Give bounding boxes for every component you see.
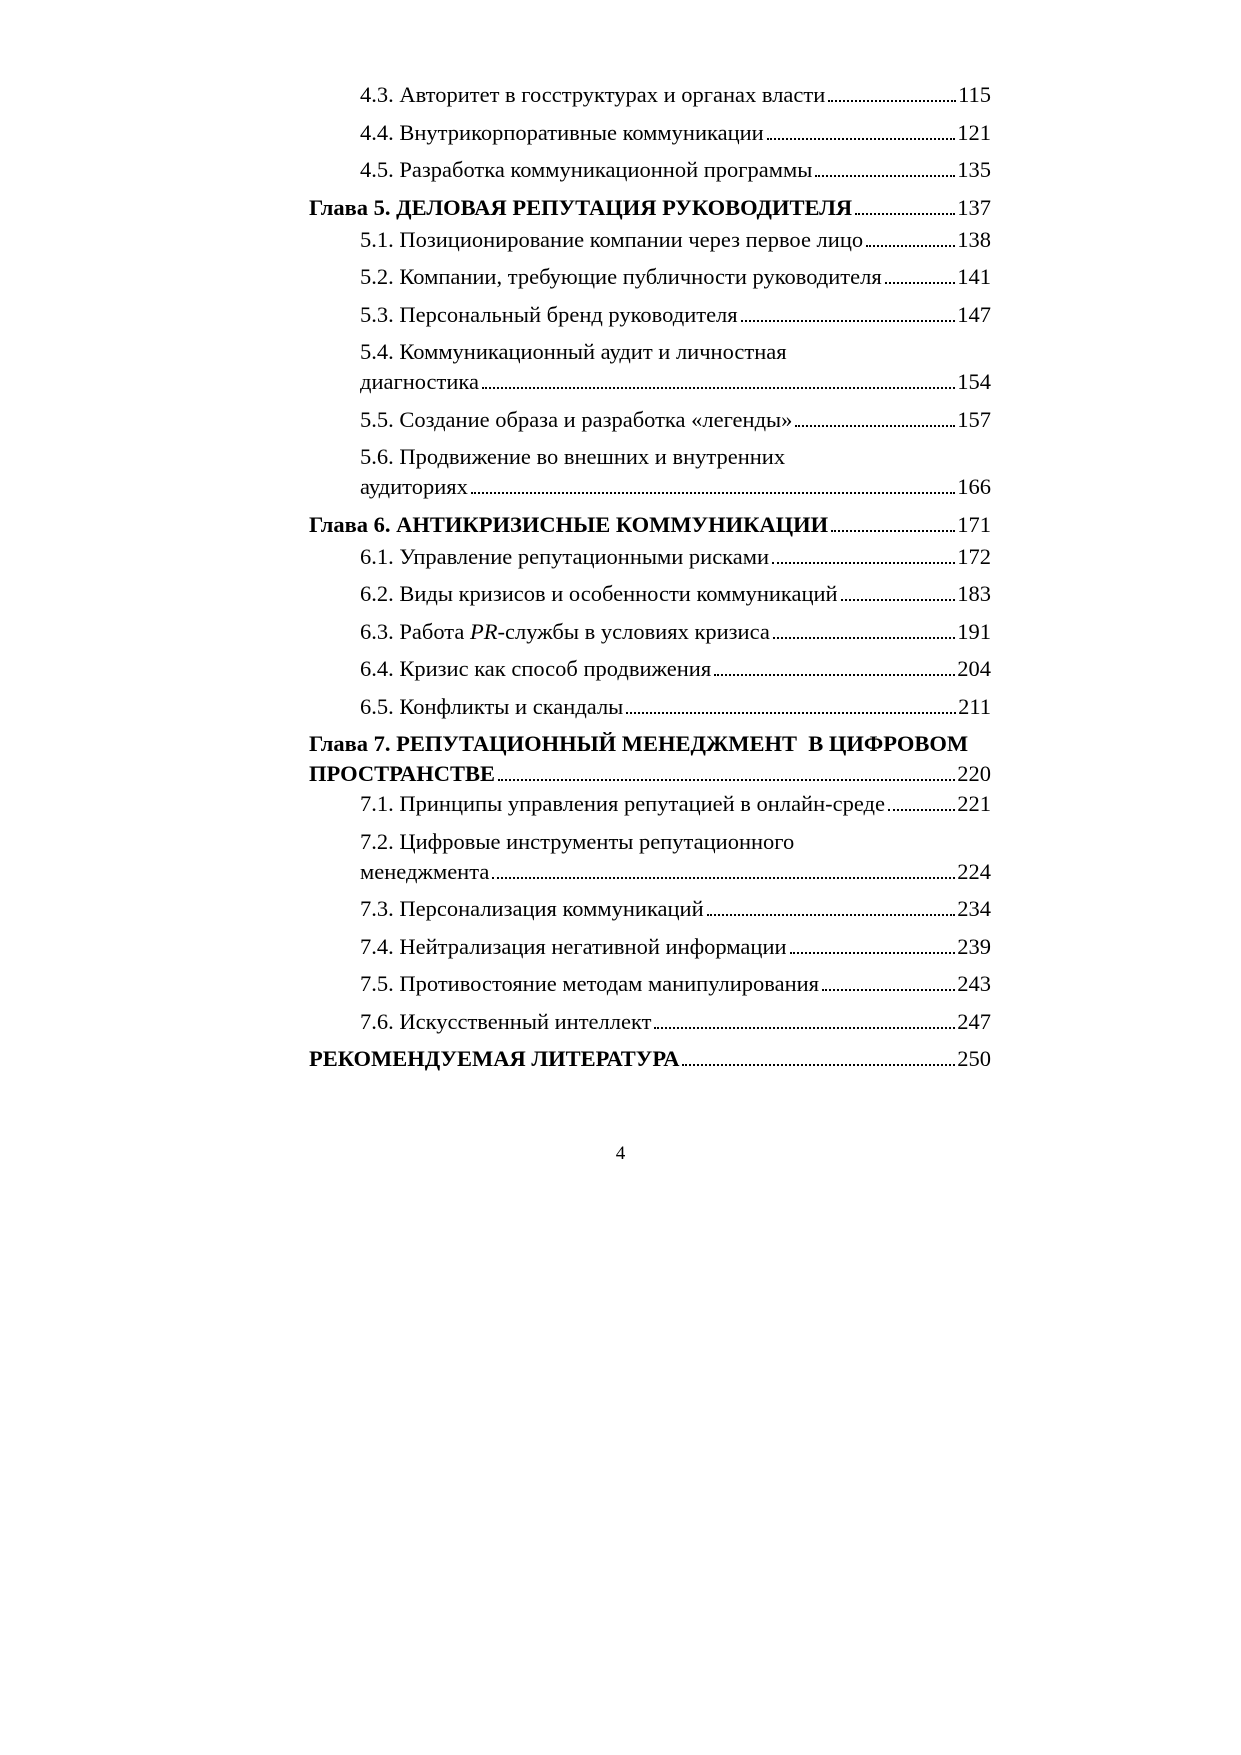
toc-entry-page: 243 bbox=[957, 971, 991, 996]
toc-chapter-7[interactable] bbox=[309, 729, 991, 789]
toc-entry-4-4[interactable] bbox=[309, 118, 991, 148]
toc-entry-title: 6.1. Управление репутационными рисками bbox=[360, 543, 770, 569]
toc-entry-title: 4.4. Внутрикорпоративные коммуникации bbox=[360, 119, 764, 145]
toc-entry-title: 5.1. Позиционирование компании через первое лицо bbox=[360, 226, 864, 252]
toc-entry-page: 239 bbox=[957, 933, 991, 959]
toc-entry-5-4[interactable] bbox=[309, 337, 991, 397]
toc-chapter-page: 220 bbox=[957, 761, 991, 786]
toc-entry-title-line1: 5.4. Коммуникационный аудит и личностная bbox=[360, 339, 787, 364]
toc-entry-7-1[interactable] bbox=[309, 789, 991, 819]
toc-chapter-5[interactable] bbox=[309, 193, 991, 223]
toc-entry-7-2[interactable] bbox=[309, 827, 991, 887]
toc-entry-6-4[interactable] bbox=[309, 654, 991, 684]
toc-entry-page: 147 bbox=[957, 301, 991, 327]
dot-leader bbox=[772, 562, 955, 564]
toc-entry-page: 224 bbox=[957, 858, 991, 884]
dot-leader bbox=[815, 175, 955, 177]
dot-leader bbox=[822, 989, 955, 991]
toc-entry-title: 5.2. Компании, требующие публичности руководителя bbox=[360, 264, 882, 289]
toc-entry-5-2[interactable] bbox=[309, 262, 991, 292]
toc-entry-title: 5.3. Персональный бренд руководителя bbox=[360, 301, 738, 327]
dot-leader bbox=[888, 809, 955, 811]
page-number: 4 bbox=[615, 1143, 626, 1164]
toc-entry-title: 7.6. Искусственный интеллект bbox=[360, 1008, 652, 1034]
toc-entry-6-3[interactable] bbox=[309, 617, 991, 647]
toc-entry-title: 7.4. Нейтрализация негативной информации bbox=[360, 933, 787, 959]
dot-leader bbox=[498, 779, 955, 781]
dot-leader bbox=[654, 1027, 955, 1029]
toc-entry-title: 7.3. Персонализация коммуникаций bbox=[360, 896, 704, 921]
toc-entry-5-3[interactable] bbox=[309, 300, 991, 330]
dot-leader bbox=[831, 530, 955, 532]
dot-leader bbox=[828, 100, 956, 102]
toc-entry-title: 6.2. Виды кризисов и особенности коммуникаций bbox=[360, 581, 838, 606]
toc-entry-page: 234 bbox=[957, 896, 991, 921]
toc-entry-title: 7.1. Принципы управления репутацией в онлайн-среде bbox=[360, 791, 885, 816]
dot-leader bbox=[741, 320, 956, 322]
toc-entry-page: 221 bbox=[957, 791, 991, 816]
toc-entry-4-5[interactable] bbox=[309, 155, 991, 185]
dot-leader bbox=[482, 387, 955, 389]
toc-chapter-title-line2: ПРОСТРАНСТВЕ bbox=[309, 761, 496, 786]
toc-entry-7-4[interactable] bbox=[309, 932, 991, 962]
toc-entry-page: 191 bbox=[957, 618, 991, 644]
dot-leader bbox=[707, 914, 956, 916]
toc-entry-page: 138 bbox=[957, 226, 991, 252]
toc-entry-4-3[interactable] bbox=[309, 80, 991, 110]
toc-entry-title: 4.3. Авторитет в госструктурах и органах власти bbox=[360, 82, 826, 107]
toc-chapter-page: 171 bbox=[957, 511, 991, 537]
toc-entry-7-6[interactable] bbox=[309, 1007, 991, 1037]
dot-leader bbox=[767, 138, 956, 140]
toc-chapter-title: Глава 6. АНТИКРИЗИСНЫЕ КОММУНИКАЦИИ bbox=[309, 511, 829, 537]
toc-entry-page: 121 bbox=[957, 119, 991, 145]
toc-chapter-title: Глава 5. ДЕЛОВАЯ РЕПУТАЦИЯ РУКОВОДИТЕЛЯ bbox=[309, 194, 853, 220]
toc-chapter-page: 137 bbox=[957, 194, 991, 220]
dot-leader bbox=[773, 637, 955, 639]
toc-entry-title-line2: аудиториях bbox=[360, 474, 468, 499]
toc-entry-title-line2: диагностика bbox=[360, 369, 479, 394]
toc-bibliography-page: 250 bbox=[957, 1046, 991, 1071]
toc-entry-page: 135 bbox=[957, 157, 991, 182]
toc-entry-page: 141 bbox=[957, 264, 991, 289]
toc-entry-title-suffix: -службы в условиях кризиса bbox=[497, 618, 770, 644]
toc-entry-5-6[interactable] bbox=[309, 442, 991, 502]
toc-entry-page: 247 bbox=[957, 1008, 991, 1034]
toc-entry-6-1[interactable] bbox=[309, 542, 991, 572]
toc-entry-title: 6.4. Кризис как способ продвижения bbox=[360, 656, 712, 681]
toc-entry-5-5[interactable] bbox=[309, 405, 991, 435]
toc-entry-page: 183 bbox=[957, 581, 991, 606]
table-of-contents bbox=[309, 80, 991, 1076]
toc-chapter-6[interactable] bbox=[309, 510, 991, 540]
toc-entry-page: 211 bbox=[958, 693, 991, 719]
toc-entry-title-prefix: 6.3. Работа bbox=[360, 618, 470, 644]
toc-entry-title-line1: 7.2. Цифровые инструменты репутационного bbox=[360, 828, 795, 854]
toc-entry-page: 115 bbox=[958, 82, 991, 107]
toc-entry-title-line1: 5.6. Продвижение во внешних и внутренних bbox=[360, 444, 786, 469]
dot-leader bbox=[682, 1064, 955, 1066]
toc-entry-7-3[interactable] bbox=[309, 894, 991, 924]
toc-entry-title-line2: менеджмента bbox=[360, 858, 490, 884]
dot-leader bbox=[841, 599, 956, 601]
toc-entry-page: 166 bbox=[957, 474, 991, 499]
dot-leader bbox=[790, 952, 956, 954]
toc-entry-page: 204 bbox=[957, 656, 991, 681]
toc-entry-title: 5.5. Создание образа и разработка «легенды» bbox=[360, 406, 793, 432]
dot-leader bbox=[492, 877, 955, 879]
toc-entry-title bbox=[360, 617, 770, 647]
toc-bibliography-title: РЕКОМЕНДУЕМАЯ ЛИТЕРАТУРА bbox=[309, 1046, 680, 1071]
dot-leader bbox=[885, 282, 956, 284]
toc-entry-7-5[interactable] bbox=[309, 969, 991, 999]
toc-entry-title: 4.5. Разработка коммуникационной программы bbox=[360, 157, 813, 182]
toc-bibliography[interactable] bbox=[309, 1044, 991, 1074]
toc-entry-page: 157 bbox=[957, 406, 991, 432]
toc-chapter-title-line1: Глава 7. РЕПУТАЦИОННЫЙ МЕНЕДЖМЕНТ В ЦИФРОВОМ bbox=[309, 731, 969, 756]
toc-entry-6-2[interactable] bbox=[309, 579, 991, 609]
toc-entry-page: 172 bbox=[957, 543, 991, 569]
toc-entry-title-italic: PR bbox=[470, 618, 498, 644]
dot-leader bbox=[795, 425, 955, 427]
dot-leader bbox=[855, 213, 955, 215]
dot-leader bbox=[626, 712, 956, 714]
toc-entry-5-1[interactable] bbox=[309, 225, 991, 255]
toc-entry-title: 6.5. Конфликты и скандалы bbox=[360, 693, 624, 719]
toc-entry-6-5[interactable] bbox=[309, 692, 991, 722]
dot-leader bbox=[471, 492, 955, 494]
toc-entry-title: 7.5. Противостояние методам манипулирования bbox=[360, 971, 819, 996]
dot-leader bbox=[714, 674, 955, 676]
dot-leader bbox=[866, 245, 955, 247]
toc-entry-page: 154 bbox=[957, 369, 991, 394]
